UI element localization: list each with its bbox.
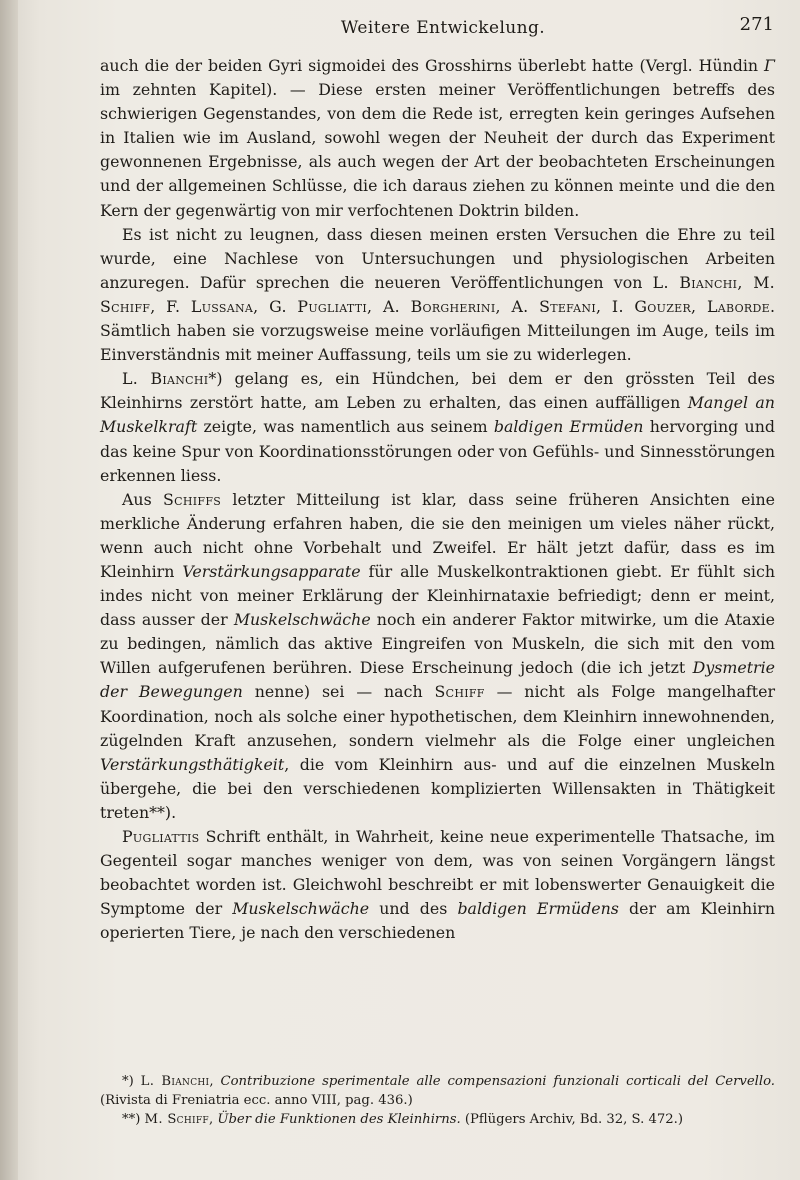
- text-run: Aus: [122, 489, 164, 509]
- running-header: [110, 14, 776, 40]
- text-run: **): [122, 1112, 145, 1127]
- smallcaps-run: Schiffs: [163, 489, 222, 509]
- paragraph: [100, 54, 775, 223]
- text-run: (Rivista di Freniatria ecc. anno VIII, pag. 436.): [100, 1093, 413, 1108]
- footnote: [100, 1110, 775, 1129]
- paragraph: [100, 825, 775, 945]
- italic-run: baldigen Ermüdens: [457, 899, 619, 919]
- text-run: zeigte, was namentlich aus seinem: [197, 417, 494, 437]
- text-run: noch ein anderer Faktor mitwirke, um die Ataxie zu bedingen, nämlich das aktive Eingreifen von Muskeln, die sich mit den vom Willen aufgerufenen berühren. Diese Erscheinung jedoch (die ich jetzt: [100, 610, 775, 678]
- text-run: Es ist nicht zu leugnen, dass diesen meinen ersten Versuchen die Ehre zu teil wurde, eine Nachlese von Untersuchungen und physiologischen Arbeiten anzuregen. Dafür sprechen die neueren Veröffentlichungen von: [100, 224, 775, 292]
- smallcaps-run: M. Schiff: [144, 1112, 209, 1127]
- smallcaps-run: L. Bianchi: [140, 1074, 210, 1089]
- page-gutter-shadow: [0, 0, 18, 1180]
- text-run: — nicht als Folge mangelhafter Koordination, noch als solche einer hypothetischen, dem Kleinhirn innewohnenden, zügelnden Kraft anzusehen, sondern vielmehr als die Folge einer ungleichen: [100, 682, 775, 750]
- running-title: Weitere Entwickelung.: [340, 18, 546, 38]
- text-run: , die vom Kleinhirn aus- und auf die einzelnen Muskeln übergehe, die bei den verschiedenen komplizierten Willensakten in Thätigkeit treten**).: [100, 754, 775, 822]
- footnotes: [100, 1072, 775, 1129]
- text-run: hervorging und das keine Spur von Koordinationsstörungen oder von Gefühls- und Sinnesstörungen erkennen liess.: [100, 417, 775, 485]
- italic-run: Muskelschwäche: [233, 610, 371, 630]
- italic-run: Verstärkungsapparate: [182, 561, 361, 581]
- text-run: im zehnten Kapitel). — Diese ersten meiner Veröffentlichungen betreffs des schwierigen Gegenstandes, von dem die Rede ist, erregten kein geringes Aufsehen in Italien wie im Ausland, sowohl wegen der Neuheit der durch das Experiment gewonnenen Ergebnisse, als auch wegen der Art der beobachteten Erscheinungen und der allgemeinen Schlüsse, die ich daraus ziehen zu können meinte und die den Kern der gegenwärtig von mir verfochtenen Doktrin bilden.: [100, 80, 775, 220]
- text-run: *): [122, 1074, 141, 1089]
- paragraph: [100, 223, 775, 368]
- text-run: ,: [209, 1074, 221, 1089]
- page-number: 271: [739, 14, 774, 35]
- text-run: (Pflügers Archiv, Bd. 32, S. 472.): [460, 1112, 684, 1127]
- text-run: für alle Muskelkontraktionen giebt. Er fühlt sich indes nicht von meiner Erklärung der Kleinhirnataxie befriedigt; denn er meint, dass ausser der: [100, 561, 775, 630]
- italic-run: Verstärkungsthätigkeit: [100, 754, 285, 774]
- italic-run: Γ: [764, 56, 775, 75]
- smallcaps-run: Schiff: [434, 682, 485, 702]
- text-run: auch die der beiden Gyri sigmoidei des Grosshirns überlebt hatte (Vergl. Hündin: [100, 56, 765, 75]
- paragraph: [100, 488, 775, 825]
- text-run: nenne) sei — nach: [242, 682, 435, 702]
- smallcaps-run: L. Bianchi, M. Schiff, F. Lussana, G. Pugliatti, A. Borgherini, A. Stefani, I. Gouzer, Laborde: [100, 272, 775, 316]
- text-run: und des: [369, 899, 458, 919]
- italic-run: Muskelschwäche: [232, 899, 370, 919]
- smallcaps-run: Pugliattis: [122, 827, 200, 846]
- text-run: Schrift enthält, in Wahrheit, keine neue experimentelle Thatsache, im Gegenteil sogar manches weniger von dem, was von seinen Vorgängern längst beobachtet worden ist. Gleichwohl beschreibt er mit lobenswerter Genauigkeit die Symptome der: [100, 827, 775, 919]
- italic-run: Mangel an Muskelkraft: [100, 393, 775, 437]
- text-run: . Sämtlich haben sie vorzugsweise meine vorläufigen Mitteilungen im Auge, teils im Einverständnis mit meiner Auffassung, teils um sie zu widerlegen.: [100, 296, 775, 365]
- text-run: letzter Mitteilung ist klar, dass seine früheren Ansichten eine merkliche Änderung erfahren haben, die sie den meinigen um vieles näher rückt, wenn auch nicht ohne Vorbehalt und Zweifel. Er hält jetzt dafür, dass es im Kleinhirn: [100, 489, 775, 581]
- italic-run: Contribuzione sperimentale alle compensazioni funzionali corticali del Cervello.: [220, 1074, 775, 1089]
- italic-run: Über die Funktionen des Kleinhirns.: [217, 1112, 461, 1127]
- text-run: ,: [208, 1112, 218, 1127]
- paragraph: [100, 367, 775, 487]
- body-text: [100, 54, 775, 945]
- text-run: *) gelang es, ein Hündchen, bei dem er den grössten Teil des Kleinhirns zerstört hatte, am Leben zu erhalten, das einen auffälligen: [100, 369, 775, 413]
- footnote: [100, 1072, 775, 1110]
- italic-run: Dysmetrie der Bewegungen: [100, 658, 775, 702]
- text-run: der am Kleinhirn operierten Tiere, je nach den verschiedenen: [100, 899, 775, 943]
- italic-run: baldigen Ermüden: [493, 417, 644, 437]
- smallcaps-run: L. Bianchi: [122, 369, 209, 389]
